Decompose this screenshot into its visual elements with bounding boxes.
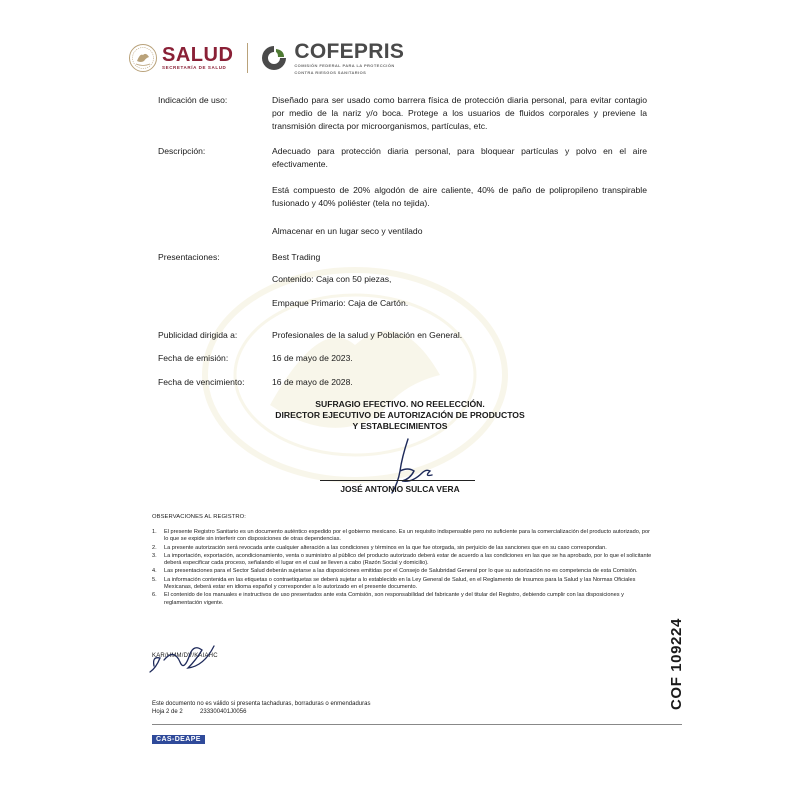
mexican-seal-icon — [128, 43, 158, 73]
field-value: Adecuado para protección diaria personal, para bloquear partículas y polvo en el aire efectivamente. — [272, 146, 647, 169]
observation-number: 4. — [152, 568, 157, 575]
cofepris-logo-icon — [260, 44, 288, 72]
field-label: Descripción: — [158, 146, 206, 156]
field-label: Fecha de vencimiento: — [158, 377, 245, 387]
field-value: 16 de mayo de 2023. — [272, 353, 353, 363]
footer-divider — [152, 724, 682, 725]
signature-title-line2: Y ESTABLECIMIENTOS — [352, 421, 448, 431]
observation-text: La presente autorización será revocada ante cualquier alteración a las condiciones y términos en la que fue otorgada, sin perjuicio de las sanciones que en su caso correspondan. — [164, 544, 607, 551]
cofepris-subtitle-2: CONTRA RIESGOS SANITARIOS — [294, 69, 367, 75]
observation-number: 1. — [152, 529, 157, 535]
cofepris-subtitle-1: COMISIÓN FEDERAL PARA LA PROTECCIÓN — [294, 62, 395, 68]
field-label: Indicación de uso: — [158, 95, 228, 105]
header-divider — [247, 43, 248, 73]
document-code: 233300401J0056 — [200, 709, 247, 715]
observation-item — [152, 529, 652, 544]
initials-signature-icon — [144, 638, 224, 678]
signatory-name: JOSÉ ANTONIO SULCA VERA — [340, 484, 460, 494]
field-value: Best Trading — [272, 252, 321, 262]
observation-text: El presente Registro Sanitario es un documento auténtico expedido por el gobierno mexicano. Es un requisito indispensable pero no suficiente para la comercialización del producto autorizado, por lo que se expide sin interferir con disposiciones de otras dependencias. — [164, 529, 651, 543]
observations-list — [152, 529, 652, 608]
signature-motto: SUFRAGIO EFECTIVO. NO REELECCIÓN. — [315, 399, 485, 409]
watermark-seal-icon — [190, 255, 520, 495]
field-value: Empaque Primario: Caja de Cartón. — [272, 298, 409, 308]
signature-line — [320, 480, 475, 481]
observation-item — [152, 577, 652, 592]
observation-number: 2. — [152, 544, 157, 551]
field-value: 16 de mayo de 2028. — [272, 377, 353, 387]
field-value: Está compuesto de 20% algodón de aire caliente, 40% de paño de polipropileno transpirable fusionado y 40% poliéster (tela no tejida). — [272, 185, 647, 208]
observation-number: 5. — [152, 576, 157, 583]
document-footer — [152, 700, 370, 716]
observation-item — [152, 545, 652, 552]
observation-item — [152, 592, 652, 607]
salud-brand — [162, 45, 233, 71]
cofepris-name: COFEPRIS — [294, 39, 405, 63]
observation-item — [152, 553, 652, 568]
salud-subtitle: SECRETARÍA DE SALUD — [162, 65, 227, 71]
observation-text: El contenido de los manuales e instructivos de uso presentados ante esta Comisión, son responsabilidad del fabricante y del titular del Registro, debiendo cumplir con las disposiciones y reglamentación vigente. — [164, 592, 624, 606]
field-value: Almacenar en un lugar seco y ventilado — [272, 226, 423, 236]
observations-title: OBSERVACIONES AL REGISTRO: — [152, 514, 246, 520]
observation-text: Las presentaciones para el Sector Salud deberán sujetarse a las disposiciones emitidas por el Consejo de Salubridad General por lo que su autorización no es competencia de esta Comisión. — [164, 568, 638, 575]
field-value: Contenido: Caja con 50 piezas, — [272, 274, 392, 284]
field-label: Publicidad dirigida a: — [158, 330, 238, 340]
page-info — [152, 708, 370, 716]
validity-notice: Este documento no es válido si presenta tachaduras, borraduras o enmendaduras — [152, 701, 371, 707]
observation-text: La importación, exportación, acondicionamiento, venta o suministro al público del producto autorizado deberá estar de acuerdo a las condiciones en las que se ha aprobado, por lo que el solicitante deberá especificar cada proceso, señalando el lugar en el cual se lleven a cabo (Razón Social y domicilio). — [164, 552, 652, 567]
reviewer-initials: KAR/HMM/DV/KAIAHC — [152, 653, 218, 659]
document-header — [128, 38, 404, 78]
cof-registration-code: COF 109224 — [668, 618, 685, 710]
field-value: Diseñado para ser usado como barrera física de protección diaria personal, para evitar contagio por medio de la nariz y/o boca. Protege a los usuarios de fluidos corporales y previene la transmisión directa por microorganismos, partículas, etc. — [272, 95, 647, 131]
salud-name: SALUD — [162, 44, 234, 67]
cofepris-brand — [294, 41, 404, 76]
observation-number: 3. — [152, 552, 157, 559]
field-label: Fecha de emisión: — [158, 353, 229, 363]
field-label: Presentaciones: — [158, 252, 220, 262]
field-value: Profesionales de la salud y Población en General. — [272, 330, 463, 340]
observation-number: 6. — [152, 592, 157, 599]
department-badge: CAS-DEAPE — [152, 735, 205, 744]
signature-title-line1: DIRECTOR EJECUTIVO DE AUTORIZACIÓN DE PRODUCTOS — [275, 410, 525, 420]
observation-item — [152, 568, 652, 575]
page-number: Hoja 2 de 2 — [152, 709, 183, 715]
observation-text: La información contenida en las etiquetas o contraetiquetas se deberá sujetar a lo establecido en la Ley General de Salud, en el Reglamento de Insumos para la Salud y las Normas Oficiales Mexicanas, deberá estar en idioma español y corresponder a lo autorizado en el presente documento. — [164, 576, 636, 591]
